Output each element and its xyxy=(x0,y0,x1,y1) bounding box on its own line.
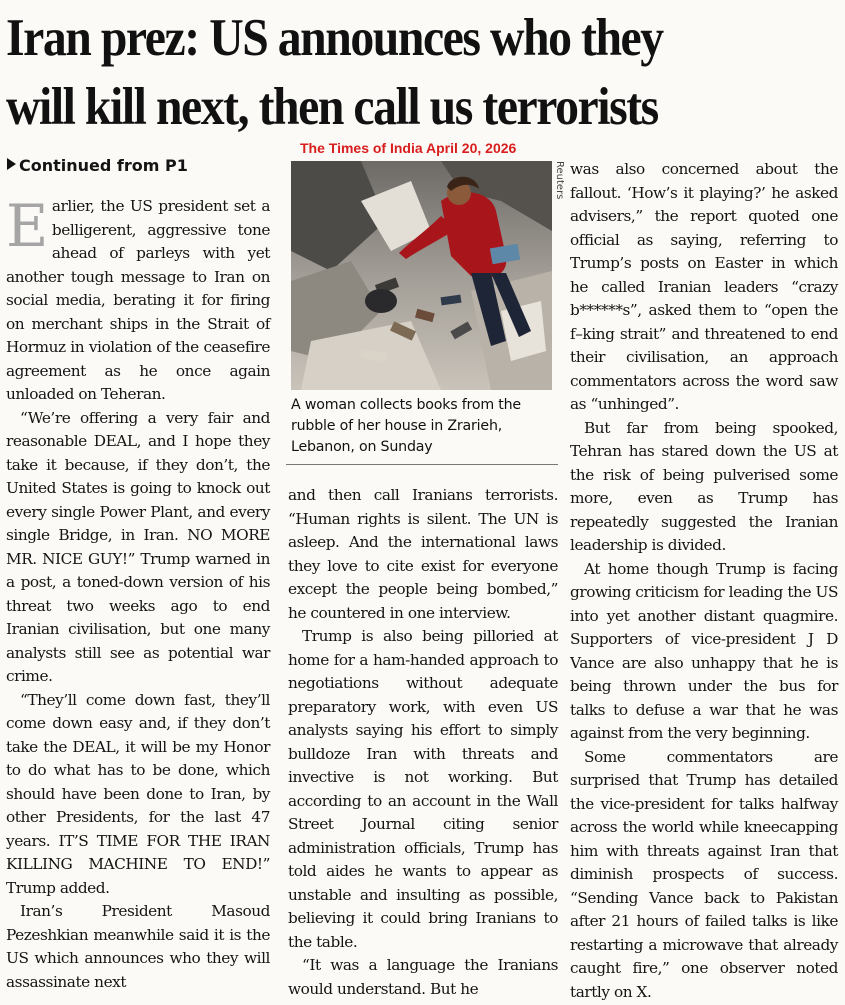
paragraph: At home though Trump is facing growing criticism for leading the US into yet another distant quagmire. Supporters of vice-president J D Vance are also unhappy that he is being thrown under the bus for talks to defuse a war that he was against from the very beginning. xyxy=(570,559,838,742)
article-column-2 xyxy=(288,484,558,1001)
headline-line-1: Iran prez: US announces who they xyxy=(6,9,663,67)
photo-caption: A woman collects books from the rubble of her house in Zrarieh, Lebanon, on Sunday xyxy=(291,397,521,455)
news-photo xyxy=(291,161,552,390)
paragraph xyxy=(6,192,270,407)
paragraph: Trump is also being pilloried at home for a ham-handed approach to negotiations without adequate preparatory work, with even US analysts saying his effort to simply bulldoze Iran with threats and invective is not working. But according to an account in the Wall Street Journal citing senior administration officials, Trump has told aides he wants to appear as unstable and insulting as possible, believing it could bring Iranians to the table. xyxy=(288,627,558,951)
article-column-3 xyxy=(570,158,838,1004)
continued-from-label xyxy=(7,156,188,175)
photo-credit: Reuters xyxy=(554,161,565,200)
continued-from-text: Continued from P1 xyxy=(19,156,188,175)
paragraph: Iran’s President Masoud Pezeshkian meanwhile said it is the US which announces who they will assassinate next xyxy=(6,902,270,991)
paragraph: “They’ll come down fast, they’ll come down easy and, if they don’t take the DEAL, it will be my Honor to do what has to be done, which should have been done to Iran, by other Presidents, for the last 47 years. IT’S TIME FOR THE IRAN KILLING MACHINE TO END!” Trump added. xyxy=(6,690,270,897)
headline xyxy=(6,4,758,142)
paragraph: and then call Iranians terrorists. “Human rights is silent. The UN is asleep. And the international laws they love to cite exist for everyone except the people being bombed,” he countered in one interview. xyxy=(288,486,558,622)
paragraph: But far from being spooked, Tehran has stared down the US at the risk of being pulverised some more, even as Trump has repeatedly suggested the Iranian leadership is divided. xyxy=(570,418,838,554)
paragraph: was also concerned about the fallout. ‘How’s it playing?’ he asked advisers,” the report quoted one official as saying, referring to Trump’s posts on Easter in which he called Iranian leaders “crazy b******s”, asked them to “open the f–king strait” and threatened to end their civilisation, an approach commentators across the word saw as “unhinged”. xyxy=(570,160,838,413)
dateline: The Times of India April 20, 2026 xyxy=(300,140,517,156)
rubble-photo-illustration xyxy=(291,161,552,390)
caption-divider xyxy=(286,464,558,465)
paragraph-text: arlier, the US president set a belligerent, aggressive tone ahead of parleys with yet another tough message to Iran on social media, berating it for firing on merchant ships in the Strait of Hormuz in violation of the ceasefire agreement as he once again unloaded on Teheran. xyxy=(6,197,270,403)
drop-cap: E xyxy=(6,192,48,260)
paragraph: “We’re offering a very fair and reasonable DEAL, and I hope they take it because, if they don’t, the United States is going to knock out every single Power Plant, and every single Bridge, in Iran. NO MORE MR. NICE GUY!” Trump warned in a post, a toned-down version of his threat two weeks ago to end Iranian civilisation, but one many analysts still see as potential war crime. xyxy=(6,408,270,685)
paragraph: Some commentators are surprised that Trump has detailed the vice-president for talks halfway across the world while kneecapping him with threats against Iran that diminish prospects of success. “Sending Vance back to Pakistan after 21 hours of failed talks is like restarting a microwave that already caught fire,” one observer noted tartly on X. xyxy=(570,747,838,1001)
paragraph: “It was a language the Iranians would understand. But he xyxy=(288,956,558,998)
headline-line-2: will kill next, then call us terrorists xyxy=(6,78,658,136)
triangle-right-icon xyxy=(7,158,16,170)
article-column-1 xyxy=(6,192,270,994)
